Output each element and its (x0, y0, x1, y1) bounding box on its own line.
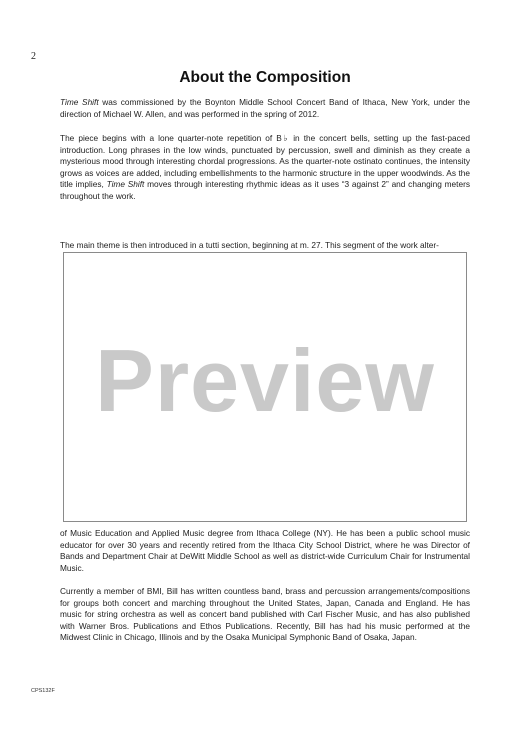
preview-watermark: Preview (95, 331, 435, 430)
page-title: About the Composition (179, 69, 351, 86)
paragraph-introduction (60, 133, 470, 203)
page-number: 2 (31, 51, 36, 62)
paragraph-publications: Currently a member of BMI, Bill has written countless band, brass and percussion arrangements/compositions for groups both concert and marching throughout the United States, Japan, Canada and England. He has music for string orchestra as well as concert band published with Carl Fischer Music, and has also published with Warner Bros. Publications and Ethos Publications. Recently, Bill has had his music performed at the Midwest Clinic in Chicago, Illinois and by the Osaka Municipal Symphonic Band of Osaka, Japan. (60, 586, 470, 643)
paragraph-introduction-text-2: moves through interesting rhythmic ideas as it uses “3 against 2” and changing meters throughout the work. (60, 179, 470, 201)
paragraph-commission-text: was commissioned by the Boynton Middle School Concert Band of Ithaca, New York, under the direction of Michael W. Allen, and was performed in the spring of 2012. (60, 97, 470, 119)
catalog-code: CPS132F (31, 688, 55, 694)
paragraph-biography: of Music Education and Applied Music degree from Ithaca College (NY). He has been a public school music educator for over 30 years and recently retired from the Ithaca City School District, where he was Director of Bands and Department Chair at DeWitt Middle School as well as district-wide Curriculum Chair for Instrumental Music. (60, 528, 470, 573)
preview-overlay (63, 252, 467, 522)
work-title-italic: Time Shift (106, 179, 145, 190)
paragraph-main-theme: The main theme is then introduced in a tutti section, beginning at m. 27. This segment of the work alter- (60, 240, 439, 250)
paragraph-introduction-text-1: The piece begins with a lone quarter-note repetition of B♭ in the concert bells, setting up the fast-paced introduction. Long phrases in the low winds, punctuated by percussion, swell and diminish as they create a mysterious mood through interesting chordal progressions. As the quarter-note ostinato continues, the intensity grows as voices are added, including embellishments to the harmonic structure in the upper woodwinds. As the title implies, (60, 133, 470, 190)
paragraph-commission (60, 97, 470, 120)
work-title-italic: Time Shift (60, 97, 99, 107)
